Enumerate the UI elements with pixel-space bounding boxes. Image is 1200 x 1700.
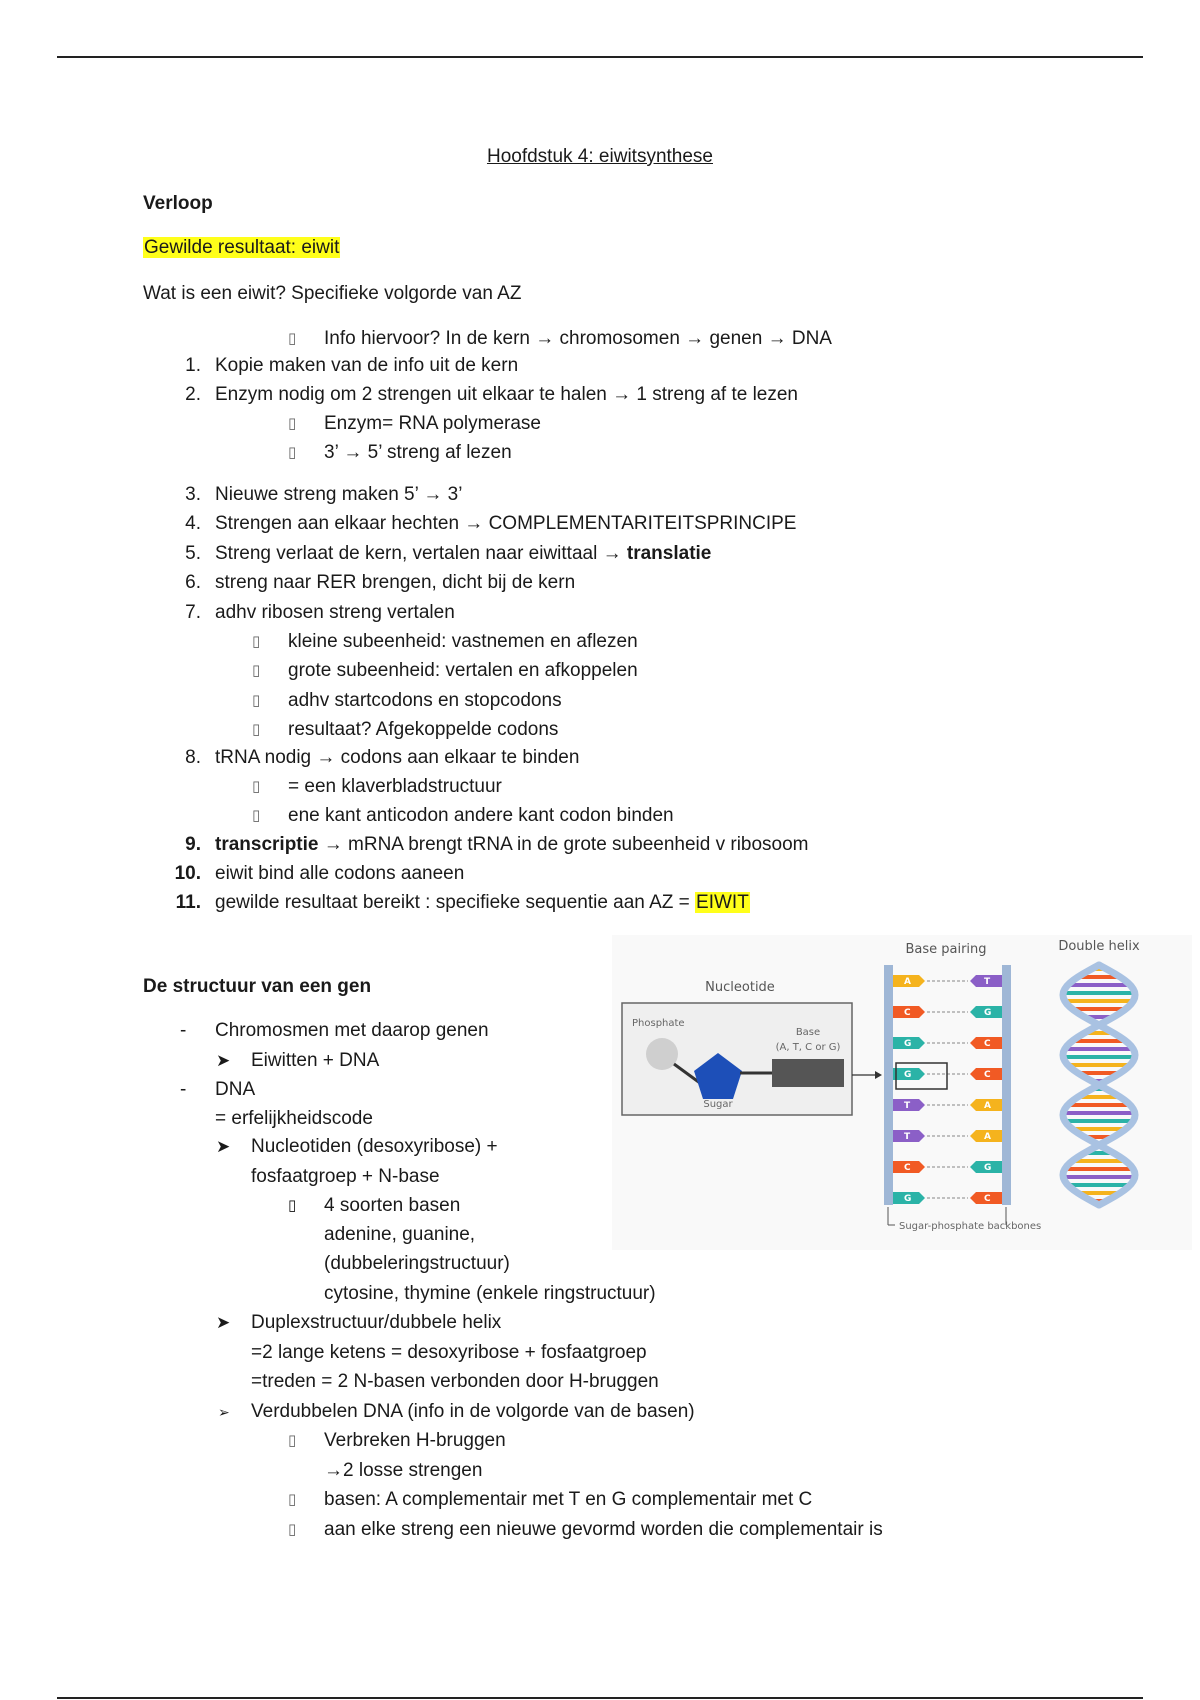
base-letter: C bbox=[904, 1163, 911, 1173]
base-letter: G bbox=[984, 1163, 992, 1173]
step-number: 8. bbox=[185, 747, 201, 768]
sub-bullet-text: adhv startcodons en stopcodons bbox=[288, 690, 562, 711]
verdubbelen-line: Verdubbelen DNA (info in de volgorde van de basen) bbox=[251, 1401, 695, 1422]
bullet-icon: ▯ bbox=[252, 692, 261, 709]
step-text-part: tRNA nodig → codons aan elkaar te binden bbox=[215, 747, 580, 768]
base-letter: A bbox=[904, 977, 911, 987]
step-text-part: Nieuwe streng maken 5’ → 3’ bbox=[215, 484, 463, 505]
step-text bbox=[215, 512, 796, 536]
step-text-part: eiwit bind alle codons aaneen bbox=[215, 863, 465, 884]
base-letter: G bbox=[904, 1194, 912, 1204]
step-number: 2. bbox=[185, 384, 201, 405]
base-letter: G bbox=[984, 1008, 992, 1018]
dash-bullet: - bbox=[180, 1020, 187, 1041]
chromosomen-line: Chromosmen met daarop genen bbox=[215, 1020, 489, 1041]
step-text bbox=[215, 891, 750, 915]
sub-bullet-text: Enzym= RNA polymerase bbox=[324, 413, 541, 434]
base-letter: T bbox=[904, 1101, 911, 1111]
question-text: Wat is een eiwit? Specifieke volgorde van AZ bbox=[143, 283, 522, 304]
base-label: Base bbox=[795, 1027, 821, 1038]
bullet-icon: ▯ bbox=[288, 1432, 297, 1449]
step-text-part: Enzym nodig om 2 strengen uit elkaar te halen → 1 streng af te lezen bbox=[215, 384, 798, 405]
bullet-icon: ▯ bbox=[288, 1521, 297, 1538]
step-text bbox=[215, 383, 798, 407]
nucleotide-label: Nucleotide bbox=[705, 980, 775, 995]
sub-bullet-text: grote subeenheid: vertalen en afkoppelen bbox=[288, 660, 638, 681]
duplex-line-2: =2 lange ketens = desoxyribose + fosfaatgroep bbox=[251, 1342, 647, 1363]
basen-line-2: adenine, guanine, bbox=[324, 1224, 476, 1245]
step-text-part: Kopie maken van de info uit de kern bbox=[215, 355, 519, 376]
sugar-label: Sugar bbox=[703, 1099, 733, 1110]
backbone-label: Sugar-phosphate backbones bbox=[899, 1221, 1042, 1232]
step-text-part: Strengen aan elkaar hechten → COMPLEMENTARITEITSPRINCIPE bbox=[215, 513, 797, 534]
bullet-icon: ▯ bbox=[252, 778, 261, 795]
basen-line-3: (dubbeleringstructuur) bbox=[324, 1253, 510, 1274]
dash-bullet: - bbox=[180, 1079, 187, 1100]
step-text-part: gewilde resultaat bereikt : specifieke sequentie aan AZ = bbox=[215, 892, 696, 913]
double-helix-label: Double helix bbox=[1058, 939, 1140, 954]
bullet-icon: ▯ bbox=[252, 807, 261, 824]
backbone-left bbox=[884, 965, 893, 1205]
step-bold: transcriptie bbox=[215, 834, 319, 855]
eiwitten-line: Eiwitten + DNA bbox=[251, 1050, 380, 1071]
info-line: Info hiervoor? In de kern → chromosomen → genen → DNA bbox=[324, 328, 832, 349]
step-text bbox=[215, 746, 579, 770]
base-letter: C bbox=[984, 1070, 991, 1080]
step-text-part: → mRNA brengt tRNA in de grote subeenheid v ribosoom bbox=[318, 834, 809, 855]
base-sub-label: (A, T, C or G) bbox=[775, 1042, 841, 1053]
sub-bullet-text: = een klaverbladstructuur bbox=[288, 776, 502, 797]
step-bold: translatie bbox=[626, 543, 712, 564]
step-number: 4. bbox=[185, 513, 201, 534]
page-title: Hoofdstuk 4: eiwitsynthese bbox=[486, 146, 713, 167]
heading-verloop: Verloop bbox=[143, 193, 213, 214]
bullet-icon: ▯ bbox=[288, 1491, 297, 1508]
dna-structure-figure bbox=[612, 935, 1192, 1250]
duplex-line-3: =treden = 2 N-basen verbonden door H-bruggen bbox=[251, 1371, 659, 1392]
dna-line: DNA bbox=[215, 1079, 256, 1100]
footer-rule bbox=[57, 1697, 1143, 1699]
step-number: 10. bbox=[174, 863, 201, 884]
sub-bullet-text: 3’ → 5’ streng af lezen bbox=[324, 442, 512, 463]
step-number: 7. bbox=[185, 602, 201, 623]
sub-bullet-text: ene kant anticodon andere kant codon binden bbox=[288, 805, 674, 826]
bullet-icon: ▯ bbox=[252, 633, 261, 650]
step-text bbox=[215, 833, 809, 857]
base-letter: T bbox=[984, 977, 991, 987]
bullet-icon: ▯ bbox=[288, 444, 297, 461]
base-letter: C bbox=[904, 1008, 911, 1018]
nucleotiden-line: Nucleotiden (desoxyribose) + bbox=[251, 1136, 498, 1157]
base-letter: G bbox=[904, 1039, 912, 1049]
step-number: 9. bbox=[185, 834, 201, 855]
sub-bullet-text: kleine subeenheid: vastnemen en aflezen bbox=[288, 631, 638, 652]
nucleotiden-line-2: fosfaatgroep + N-base bbox=[251, 1166, 440, 1187]
bullet-icon: ▯ bbox=[288, 415, 297, 432]
base-letter: A bbox=[984, 1101, 991, 1111]
bullet-icon: ▯ bbox=[252, 662, 261, 679]
step-text-part: adhv ribosen streng vertalen bbox=[215, 602, 455, 623]
step-text bbox=[215, 601, 455, 625]
bullet-icon: ▯ bbox=[252, 721, 261, 738]
base-pairing-label: Base pairing bbox=[905, 942, 987, 957]
header-rule bbox=[57, 56, 1143, 58]
step-number: 1. bbox=[185, 355, 201, 376]
step-text bbox=[215, 571, 575, 595]
step-text-part: streng naar RER brengen, dicht bij de kern bbox=[215, 572, 576, 593]
arrowhead-outline-icon: ➢ bbox=[218, 1404, 230, 1420]
basen-complementair-line: basen: A complementair met T en G complementair met C bbox=[324, 1489, 813, 1510]
arrowhead-icon: ➤ bbox=[216, 1137, 231, 1156]
duplex-line: Duplexstructuur/dubbele helix bbox=[251, 1312, 502, 1333]
base-letter: G bbox=[904, 1070, 912, 1080]
phosphate-label: Phosphate bbox=[632, 1018, 685, 1029]
losse-strengen-line: →2 losse strengen bbox=[324, 1460, 483, 1481]
base-letter: A bbox=[984, 1132, 991, 1142]
step-number: 5. bbox=[185, 543, 201, 564]
step-text bbox=[215, 354, 518, 378]
arrowhead-icon: ➤ bbox=[216, 1051, 231, 1070]
step-text bbox=[215, 483, 462, 507]
dna-definition: = erfelijkheidscode bbox=[215, 1108, 373, 1129]
heading-structuur: De structuur van een gen bbox=[143, 976, 372, 997]
bullet-icon: ▯ bbox=[288, 330, 297, 347]
bullet-icon: ▯ bbox=[288, 1197, 297, 1214]
base-letter: C bbox=[984, 1194, 991, 1204]
step-number: 3. bbox=[185, 484, 201, 505]
backbone-right bbox=[1002, 965, 1011, 1205]
arrowhead-icon: ➤ bbox=[216, 1313, 231, 1332]
eiwit-highlight: EIWIT bbox=[696, 892, 749, 913]
sub-bullet-text: resultaat? Afgekoppelde codons bbox=[288, 719, 559, 740]
step-text-part: Streng verlaat de kern, vertalen naar eiwittaal → bbox=[215, 543, 627, 564]
step-text bbox=[215, 862, 464, 886]
goal-highlight: Gewilde resultaat: eiwit bbox=[144, 237, 340, 258]
verbreken-line: Verbreken H-bruggen bbox=[324, 1430, 506, 1451]
nieuwe-streng-line: aan elke streng een nieuwe gevormd worden die complementair is bbox=[324, 1519, 883, 1540]
step-number: 11. bbox=[175, 892, 201, 913]
step-number: 6. bbox=[185, 572, 201, 593]
step-text bbox=[215, 542, 711, 566]
base-rect bbox=[772, 1059, 844, 1087]
basen-line-4: cytosine, thymine (enkele ringstructuur) bbox=[324, 1283, 656, 1304]
base-letter: T bbox=[904, 1132, 911, 1142]
base-letter: C bbox=[984, 1039, 991, 1049]
basen-line-1: 4 soorten basen bbox=[324, 1195, 461, 1216]
